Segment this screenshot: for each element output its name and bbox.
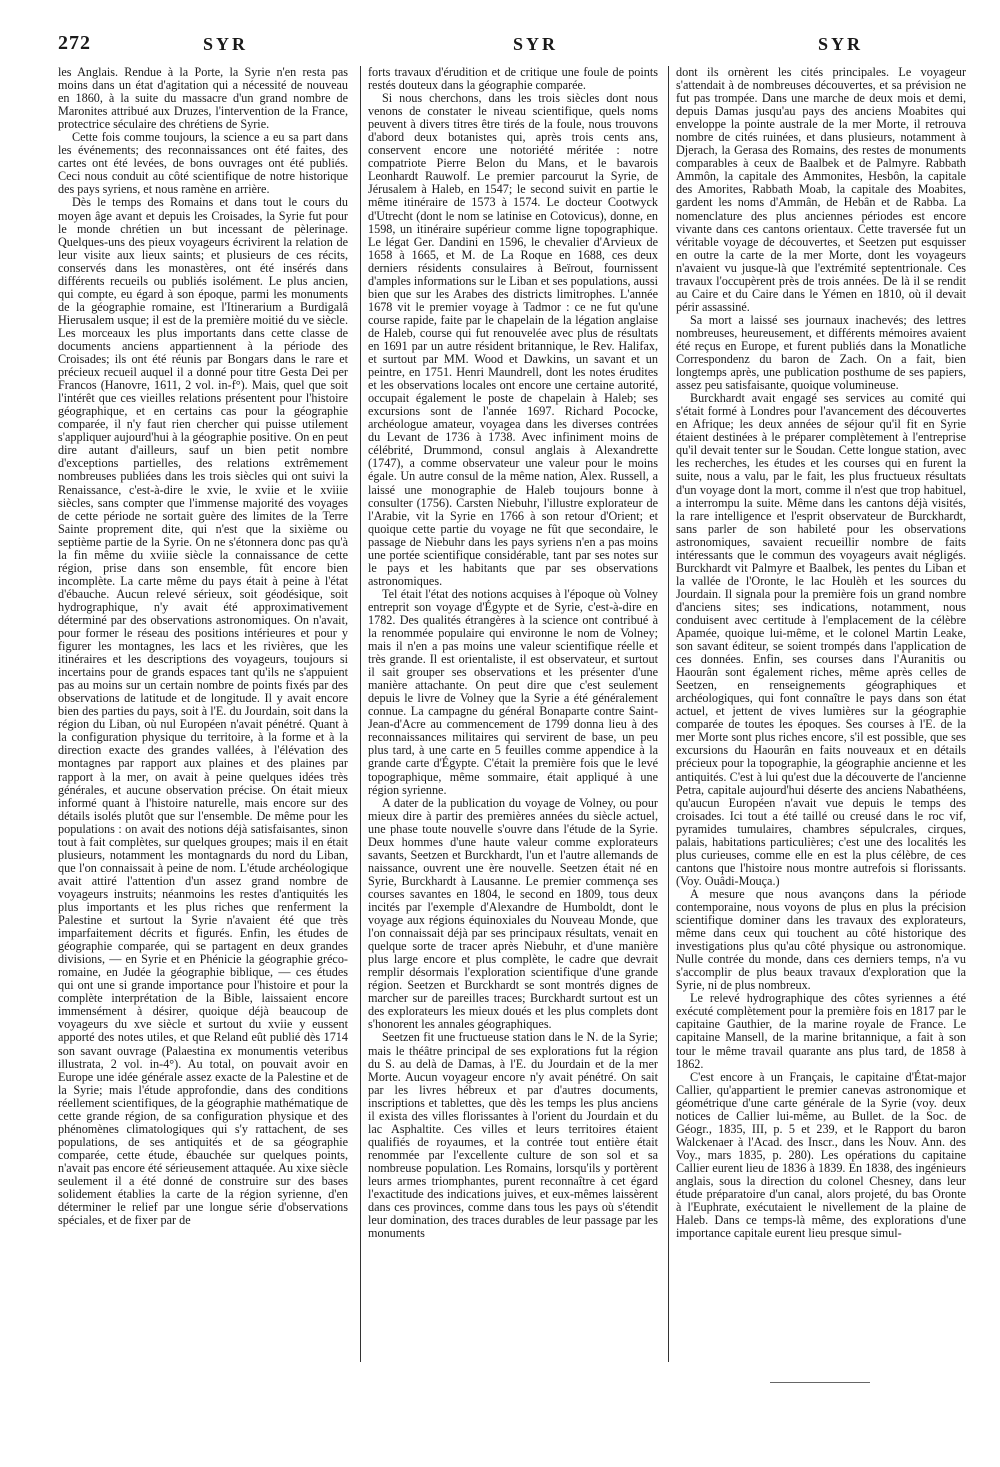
running-head-right: SYR xyxy=(818,34,864,54)
page-number: 272 xyxy=(58,32,91,54)
paragraph: Le relevé hydrographique des côtes syriennes a été exécuté complètement pour la première fois en 1817 par le capitaine Gauthier, de la marine royale de France. Le capitaine Mansell, de la marine britannique, a fait à son tour le même travail quarante ans plus tard, de 1858 à 1862. xyxy=(676,991,966,1071)
paragraph: Burckhardt avait engagé ses services au comité qui s'était formé à Londres pour l'avancement des découvertes en Afrique; les deux années de séjour qu'il fit en Syrie étaient destinées à le préparer complètement à l'entreprise qu'il devait tenter sur le Soudan. Cette longue station, avec les recherches, les études et les courses qui en furent la suite, nous a valu, par le fait, les plus fructueux résultats d'un voyage dont la mort, comme il n'est que trop habituel, a interrompu la suite. Même dans les cantons déjà visités, la rare intelligence et l'esprit observateur de Burckhardt, sans parler de son habileté pour les observations astronomiques, savaient recueillir nombre de faits intéressants que le commun des voyageurs avait négligés. Burckhardt vit Palmyre et Baalbek, les pentes du Liban et la vallée de l'Oronte, le lac Houlèh et les sources du Jourdain. Il signala pour la première fois un grand nombre d'anciens sites; ses indications, notamment, nous conduisent avec certitude à l'emplacement de la célèbre Apamée, quoique lui-même, et le colonel Martin Leake, son savant éditeur, se soient trompés dans l'application de ces données. Enfin, ses courses dans l'Auranitis ou Haourân sont également riches, même après celles de Seetzen, en renseignements géographiques et archéologiques, qui font connaître le pays dans son état actuel, et jettent de vives lumières sur la géographie comparée de toutes les époques. Ses courses à l'E. de la mer Morte sont plus riches encore, s'il est possible, que ses excursions du Haourân en faits nouveaux et en détails précieux pour la topographie, la géographie ancienne et les antiquités. C'est à lui qu'est due la découverte de l'ancienne Petra, capitale aujourd'hui déserte des anciens Nabathéens, qu'aucun Européen n'avait vue depuis le temps des croisades. Ici tout a été taillé ou creusé dans le roc vif, pyramides tumulaires, chambres sépulcrales, cirques, palais, habitations particulières; c'est une des localités les plus curieuses, comme elle en est la plus célèbre, de ces cantons que l'histoire nous montre autrefois si florissants. (Voy. Ouâdi-Mouça.) xyxy=(676,391,966,888)
paragraph: Si nous cherchons, dans les trois siècles dont nous venons de constater le niveau scientifique, quels noms peuvent à divers titres être tirés de la foule, nous trouvons d'abord deux botanistes qui, après trois cents ans, conservent encore une notoriété méritée : notre compatriote Pierre Belon du Mans, et le bavarois Leonhardt Rauwolf. Le premier parcourut la Syrie, de Jérusalem à Haleb, en 1547; le second suivit en partie le même itinéraire de 1573 à 1574. Le docteur Cootwyck d'Utrecht (dont le nom se latinise en Cotovicus), donne, en 1598, un itinéraire supérieur comme ligne topographique. Le légat Ger. Dandini en 1596, le chevalier d'Arvieux de 1658 à 1665, et M. de La Roque en 1688, ces deux derniers résidents consulaires à Beïrout, fournissent d'amples informations sur le Liban et ses populations, aussi bien que sur les Arabes des districts limitrophes. L'année 1678 vit le premier voyage à Tadmor : ce ne fut qu'une course rapide, faite par le chapelain de la légation anglaise de Haleb, course qui fut renouvelée avec plus de résultats en 1691 par un autre résident britannique, le Rev. Halifax, et surtout par MM. Wood et Dawkins, un savant et un peintre, en 1751. Henri Maundrell, dont les notes érudites et les observations locales ont encore une certaine autorité, occupait également le poste de chapelain à Haleb; ses excursions sont de l'année 1697. Richard Pococke, archéologue amateur, voyagea dans les diverses contrées du Levant de 1736 à 1738. Avec infiniment moins de célébrité, Drummond, consul anglais à Alexandrette (1747), a comme observateur une valeur pour le moins égale. Un autre consul de la même nation, Alex. Russell, a laissé une monographie de Haleb toujours bonne à consulter (1756). Carsten Niebuhr, l'illustre explorateur de l'Arabie, vit la Syrie en 1766 à son retour d'Orient; et quoique cette partie du voyage ne fût que secondaire, le passage de Niebuhr dans les pays syriens n'en a pas moins une portée scientifique considérable, tant par ses notes sur le pays et les habitants que par ses observations astronomiques. xyxy=(368,91,658,588)
paragraph: Tel était l'état des notions acquises à l'époque où Volney entreprit son voyage d'Égypte et de Syrie, c'est-à-dire en 1782. Des qualités étrangères à la science ont contribué à la renommée populaire qui environne le nom de Volney; mais il n'en a pas moins une valeur scientifique réelle et très grande. Il est orientaliste, il est observateur, et surtout il sait grouper ses observations et les présenter d'une manière attachante. On peut dire que c'est seulement depuis le livre de Volney que la Syrie a été généralement connue. La campagne du général Bonaparte contre Saint-Jean-d'Acre au commencement de 1799 donna lieu à des reconnaissances militaires qui servirent de base, un peu plus tard, à une carte en 5 feuilles comme appendice à la grande carte d'Égypte. C'était la première fois que le levé topographique, même sommaire, était appliqué à une région syrienne. xyxy=(368,586,658,797)
text-column-2 xyxy=(368,66,658,1366)
end-rule xyxy=(770,1382,870,1383)
paragraph: C'est encore à un Français, le capitaine d'État-major Callier, qu'appartient le premier canevas astronomique et géométrique d'une carte générale de la Syrie (voy. deux notices de Callier lui-même, au Bullet. de la Soc. de Géogr., 1835, III, p. 5 et 239, et le Rapport du baron Walckenaer à l'Acad. des Inscr., dans les Nouv. Ann. des Voy., mars 1835, p. 280). Les opérations du capitaine Callier eurent lieu de 1836 à 1839. En 1838, des ingénieurs anglais, sous la direction du colonel Chesney, dans leur étude préparatoire d'un canal, alors projeté, du bas Oronte à l'Euphrate, exécutaient le nivellement de la plaine de Haleb. Dans ce temps-là même, des explorations d'une importance capitale eurent lieu presque simul- xyxy=(676,1069,966,1241)
paragraph: Cette fois comme toujours, la science a eu sa part dans les événements; des reconnaissances ont été faites, des cartes ont été levées, de bons ouvrages ont été publiés. Ceci nous conduit au côté scientifique de notre historique des pays syriens, et nous ramène en arrière. xyxy=(58,130,348,197)
column-divider xyxy=(360,66,361,1362)
page-header xyxy=(58,32,962,60)
paragraph: A dater de la publication du voyage de Volney, ou pour mieux dire à partir des premières années du siècle actuel, une phase toute nouvelle s'ouvre dans l'étude de la Syrie. Deux hommes d'une haute valeur comme explorateurs savants, Seetzen et Burckhardt, l'un et l'autre allemands de naissance, ouvrent une ère nouvelle. Seetzen était né en Syrie, Burckhardt à Lausanne. Le premier commença ses courses savantes en 1804, le second en 1809, tous deux incités par l'exemple d'Alexandre de Humboldt, dont le voyage aux régions équinoxiales du Nouveau Monde, que l'on connaissait déjà par ses principaux résultats, venait en quelque sorte de tracer après Niebuhr, et d'une manière plus large encore et plus complète, le cadre que devrait remplir désormais l'exploration scientifique d'une grande région. Seetzen et Burckhardt se sont montrés dignes de marcher sur de pareilles traces; Burckhardt surtout est un des explorateurs les mieux doués et les plus complets dont s'honorent les annales géographiques. xyxy=(368,795,658,1032)
paragraph: forts travaux d'érudition et de critique une foule de points restés douteux dans la géographie comparée. xyxy=(368,66,658,93)
paragraph: Sa mort a laissé ses journaux inachevés; des lettres nombreuses, heureusement, et différents mémoires avaient été reçus en Europe, et furent publiés dans la Monatliche Correspondenz du baron de Zach. On a fait, bien longtemps après, une publication posthume de ses papiers, assez peu satisfaisante, quoique volumineuse. xyxy=(676,312,966,393)
paragraph: A mesure que nous avançons dans la période contemporaine, nous voyons de plus en plus la précision scientifique dominer dans les travaux des explorateurs, même dans ceux qui touchent au côté historique des investigations plus qu'au côté physique ou astronomique. Nulle contrée du monde, dans ces derniers temps, n'a vu s'accomplir de plus beaux travaux d'exploration que la Syrie, ni de plus nombreux. xyxy=(676,886,966,993)
column-divider xyxy=(668,66,669,1362)
paragraph: Seetzen fit une fructueuse station dans le N. de la Syrie; mais le théâtre principal de ses explorations fut la région du S. au delà de Damas, à l'E. du Jourdain et de la mer Morte. Aucun voyageur encore n'y avait pénétré. On sait par les livres hébreux et par d'autres documents, inscriptions et tablettes, que dès les temps les plus anciens il exista des villes florissantes à l'orient du Jourdain et du lac Asphaltite. Ces villes et leurs territoires étaient qualifiés de royaumes, et la contrée tout entière était renommée par l'excellente culture de son sol et sa nombreuse population. Les Romains, lorsqu'ils y portèrent leurs armes triomphantes, purent reconnaître à cet égard l'exactitude des indications juives, et eux-mêmes laissèrent dans ces provinces, comme dans tous les pays où s'étendit leur domination, des traces durables de leur passage par les monuments xyxy=(368,1030,658,1241)
paragraph: Dès le temps des Romains et dans tout le cours du moyen âge avant et depuis les Croisades, la Syrie fut pour le monde chrétien un but incessant de pèlerinage. Quelques-uns des pieux voyageurs écrivirent la relation de leur visite aux lieux saints; et plusieurs de ces récits, conservés dans les monastères, ont été insérés dans différents recueils ou publiés isolément. Le plus ancien, qui compte, eu égard à son époque, parmi les monuments de la géographie romaine, est l'Itinerarium a Burdigalâ Hierusalem usque; il est de la première moitié du ve siècle. Les morceaux les plus importants dans cette classe de documents anciens appartiennent à la période des Croisades; ils ont été réunis par Bongars dans le rare et précieux recueil auquel il a donné pour titre Gesta Dei per Francos (Hanovre, 1611, 2 vol. in-f°). Mais, quel que soit l'intérêt que ces vieilles relations présentent pour l'histoire géographique, et en certains cas pour la géographie comparée, il n'y faut rien chercher qui puisse utilement s'appliquer aujourd'hui à la géographie positive. On en peut dire autant d'ailleurs, sauf un bien petit nombre d'exceptions partielles, des relations extrêmement nombreuses publiées dans les trois siècles qui ont suivi la Renaissance, c'est-à-dire le xvie, le xviie et le xviiie siècles, sans compter que l'immense majorité des voyages de cette période ne sortait guère des limites de la Terre Sainte proprement dite, qui n'est que la sixième ou septième partie de la Syrie. On ne s'étonnera donc pas qu'à la fin même du xviiie siècle la connaissance de cette région, prise dans son ensemble, fût encore bien incomplète. La carte même du pays était à peine à l'état d'ébauche. Aucun relevé sérieux, soit géodésique, soit hydrographique, n'y avait été approximativement déterminé par des observations astronomiques. On n'avait, pour former le réseau des positions intérieures et pour y figurer les montagnes, les lacs et les rivières, que les itinéraires et les descriptions des voyageurs, toujours si incertains pour de grands espaces tant qu'ils ne s'appuient pas au moins sur un certain nombre de points fixés par des observations de latitude et de longitude. Il y avait encore bien des parties du pays, soit à l'E. du Jourdain, soit dans la région du Liban, où nul Européen n'avait pénétré. Quant à la configuration physique du territoire, à la forme et à la direction exacte des grandes vallées, à l'élévation des montagnes par rapport aux plaines et des plaines par rapport à la mer, on avait à peine quelques idées très générales, et aucune observation précise. On était mieux informé quant à l'histoire naturelle, mais encore sur des détails isolés plutôt que sur l'ensemble. De même pour les populations : on avait des notions déjà satisfaisantes, sinon tout à fait complètes, sur quelques groupes; mais il en était plusieurs, notamment les montagnards du nord du Liban, que l'on connaissait à peine de nom. L'étude archéologique avait attiré l'attention d'un assez grand nombre de voyageurs instruits; néanmoins les restes d'antiquités les plus importants et les plus riches que renferment la Palestine et surtout la Syrie n'avaient été que très imparfaitement décrits et figurés. Enfin, les études de géographie comparée, qui se partagent en deux grandes divisions, — en Syrie et en Phénicie la géographie gréco-romaine, en Judée la géographie biblique, — ces études qui ont une si grande importance pour l'histoire et pour la complète interprétation de la Bible, laissaient encore immensément à désirer, quoique déjà beaucoup de voyageurs du xve siècle et surtout du xviie y eussent apporté des notes utiles, et que Reland eût publié dès 1714 son savant ouvrage (Palaestina ex monumentis veteribus illustrata, 2 vol. in-4°). Au total, on pouvait avoir en Europe une idée générale assez exacte de la Palestine et de la Syrie; mais l'étude approfondie, dans des conditions réellement scientifiques, de la géographie mathématique de cette grande région, de sa configuration physique et des phénomènes climatologiques qui s'y rattachent, de ses populations, de ses antiquités et de sa géographie comparée, cette étude, ébauchée sur quelques points, n'avait pas encore été sérieusement attaquée. Au xixe siècle seulement il a été donné de construire sur des bases solidement établies la carte de la région syrienne, d'en déterminer le relief par une longue série d'observations spéciales, et de fixer par de xyxy=(58,195,348,1228)
running-head-left: SYR xyxy=(203,34,249,54)
text-column-1 xyxy=(58,66,348,1366)
paragraph: les Anglais. Rendue à la Porte, la Syrie n'en resta pas moins dans un état d'agitation qui a nécessité de nouveau en 1860, à la suite du massacre d'un grand nombre de Maronites attribué aux Druzes, l'intervention de la France, protectrice séculaire des chrétiens de Syrie. xyxy=(58,66,348,132)
paragraph: dont ils ornèrent les cités principales. Le voyageur s'attendait à de nombreuses découvertes, et sa prévision ne fut pas trompée. Dans une marche de deux mois et demi, depuis Damas jusqu'au pays des anciens Moabites qui enveloppe la pointe australe de la mer Morte, il retrouva nombre de cités ruinées, et dans plusieurs, notamment à Djerach, la Gerasa des Romains, des restes de monuments comparables à ceux de Baalbek et de Palmyre. Rabbath Ammôn, la capitale des Ammonites, Hesbôn, la capitale des Amorites, Rabbath Moab, la capitale des Moabites, gardent les noms d'Ammân, de Hebân et de Rabba. La nomenclature des plus anciennes périodes est encore vivante dans ces cantons orientaux. Cette traversée fut un véritable voyage de découvertes, et Seetzen put esquisser en outre la carte de la mer Morte, dont les voyageurs n'avaient vu jusque-là que l'extrémité septentrionale. Ces travaux l'occupèrent près de trois années. De là il se rendit au Caire et du Caire dans le Yémen en 1810, où il devait périr assassiné. xyxy=(676,66,966,314)
running-head-center: SYR xyxy=(513,34,559,54)
text-column-3 xyxy=(676,66,966,1366)
